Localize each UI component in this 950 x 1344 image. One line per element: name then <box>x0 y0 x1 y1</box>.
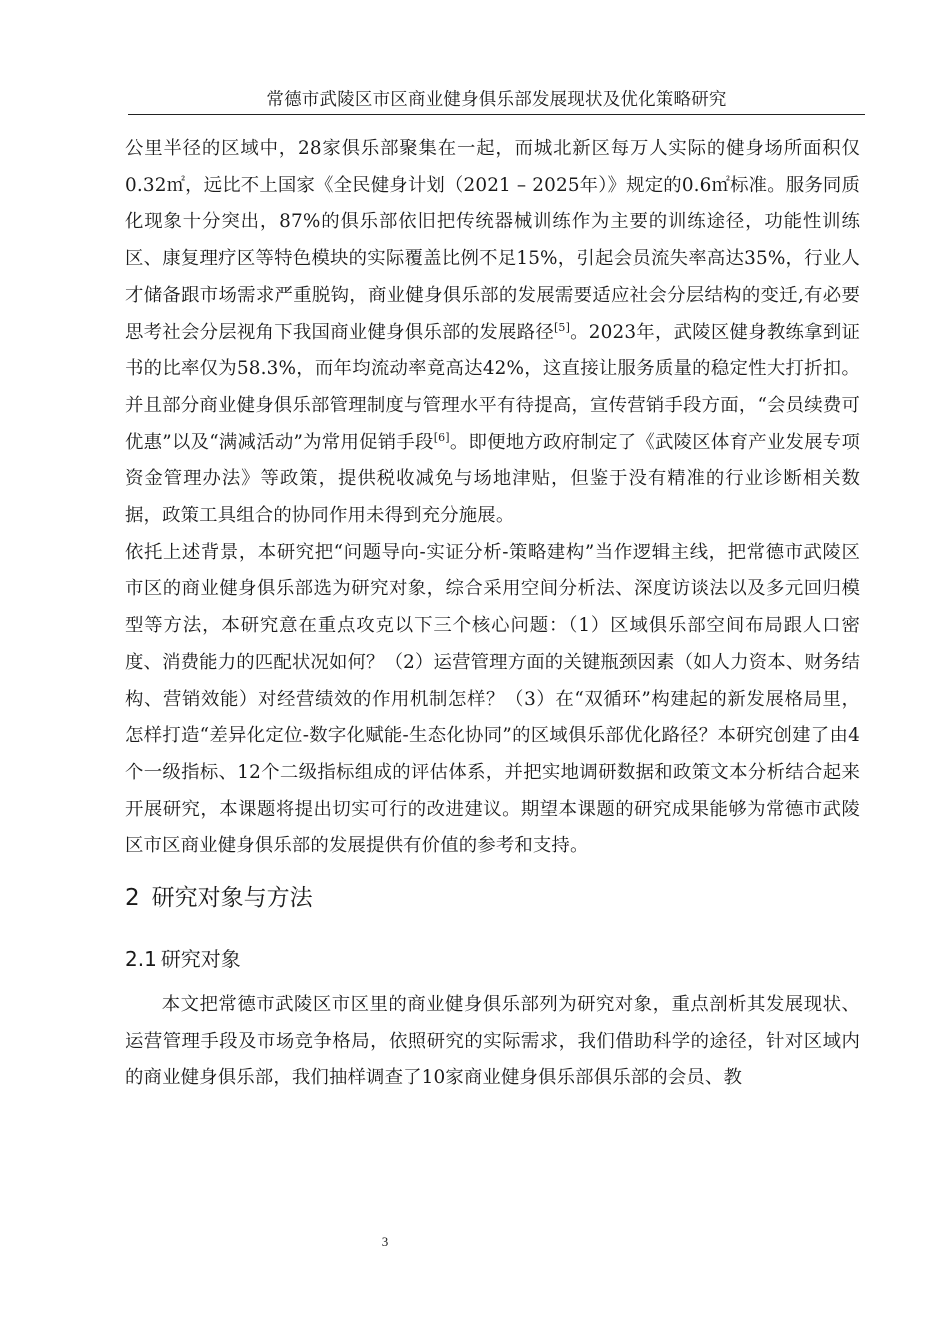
paragraph-text: 。2023年，武陵区健身教练拿到证书的比率仅为58.3%，而年均流动率竟高达42%，这直接让服务质量的稳定性大打折扣。并且部分商业健身俱乐部管理制度与管理水平有待提高，宣传营销手段方面，“会员续费可优惠”以及“满减活动”为常用促销手段 <box>125 321 861 453</box>
body-paragraph-background <box>125 131 860 535</box>
section-number: 2 <box>125 885 140 912</box>
citation-ref-6[interactable]: [6] <box>433 430 450 444</box>
subsection-title: 研究对象 <box>160 947 241 972</box>
subsection-heading-2-1 <box>125 933 860 987</box>
section-heading-2 <box>125 865 860 933</box>
body-paragraph-research-object: 本文把常德市武陵区市区里的商业健身俱乐部列为研究对象，重点剖析其发展现状、运营管理手段及市场竞争格局，依照研究的实际需求，我们借助科学的途径，针对区域内的商业健身俱乐部，我们抽样调查了10家商业健身俱乐部俱乐部的会员、教 <box>125 994 860 1089</box>
running-header-title: 常德市武陵区市区商业健身俱乐部发展现状及优化策略研究 <box>266 90 727 110</box>
body-paragraph-research-aims: 依托上述背景，本研究把“问题导向-实证分析-策略建构”当作逻辑主线，把常德市武陵区市区的商业健身俱乐部选为研究对象，综合采用空间分析法、深度访谈法以及多元回归模型等方法，本研究意在重点攻克以下三个核心问题：（1）区域俱乐部空间布局跟人口密度、消费能力的匹配状况如何？（2）运营管理方面的关键瓶颈因素（如人力资本、财务结构、营销效能）对经营绩效的作用机制怎样？（3）在“双循环”构建起的新发展格局里，怎样打造“差异化定位-数字化赋能-生态化协同”的区域俱乐部优化路径？本研究创建了由4个一级指标、12个二级指标组成的评估体系，并把实地调研数据和政策文本分析结合起来开展研究，本课题将提出切实可行的改进建议。期望本课题的研究成果能够为常德市武陵区市区商业健身俱乐部的发展提供有价值的参考和支持。 <box>125 541 860 857</box>
running-header <box>128 88 865 115</box>
subsection-number: 2.1 <box>125 947 157 972</box>
page-number: 3 <box>381 1234 389 1249</box>
paragraph-text: 公里半径的区域中，28家俱乐部聚集在一起，而城北新区每万人实际的健身场所面积仅0.32㎡，远比不上国家《全民健身计划（2021 – 2025年）》规定的0.6㎡标准。服务同质化现象十分突出，87%的俱乐部依旧把传统器械训练作为主要的训练途径，功能性训练区、康复理疗区等特色模块的实际覆盖比例不足15%，引起会员流失率高达35%，行业人才储备跟市场需求严重脱钩，商业健身俱乐部的发展需要适应社会分层结构的变迁,有必要思考社会分层视角下我国商业健身俱乐部的发展路径 <box>125 138 860 343</box>
paragraph-text: 。即便地方政府制定了《武陵区体育产业发展专项资金管理办法》等政策，提供税收减免与场地津贴，但鉴于没有精准的行业诊断相关数据，政策工具组合的协同作用未得到充分施展。 <box>125 431 860 527</box>
citation-ref-5[interactable]: [5] <box>553 320 571 334</box>
section-title: 研究对象与方法 <box>151 885 313 912</box>
page-content <box>125 131 860 1097</box>
